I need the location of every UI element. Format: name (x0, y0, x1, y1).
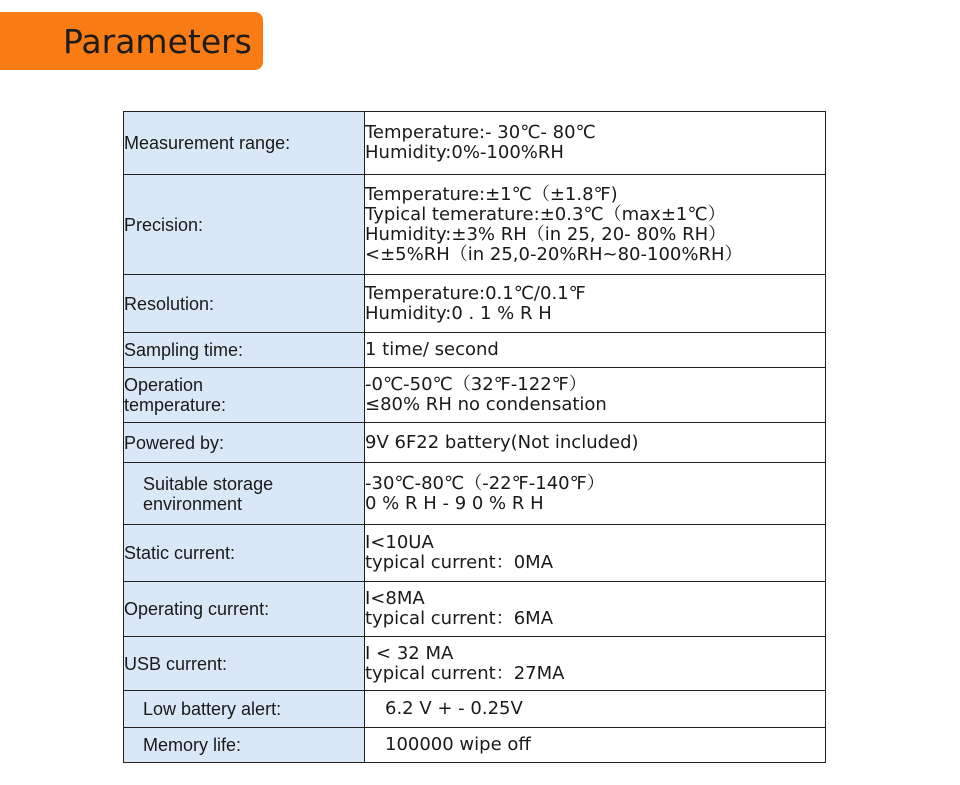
row-label-text: Low battery alert: (143, 699, 282, 719)
page-title: Parameters (63, 22, 252, 61)
row-label (124, 333, 365, 368)
value-line: 100000 wipe off (385, 734, 531, 755)
table-row (124, 525, 826, 582)
row-value (365, 112, 826, 175)
row-value (365, 175, 826, 275)
row-label (124, 463, 365, 525)
table-row (124, 582, 826, 637)
title-banner (0, 12, 263, 70)
row-value (365, 525, 826, 582)
row-label-text: Sampling time: (124, 340, 244, 360)
value-line: I < 32 MA (365, 642, 454, 664)
row-label-text: Memory life: (143, 735, 242, 755)
value-line: 9V 6F22 battery(Not included) (365, 431, 639, 453)
row-value (365, 275, 826, 333)
row-label-text: USB current: (124, 653, 228, 674)
value-line: Temperature:±1℃（±1.8℉) (365, 183, 618, 205)
value-line: Temperature:0.1℃/0.1℉ (365, 282, 586, 304)
row-label-text: Operating current: (124, 599, 270, 619)
value-line: typical current：27MA (365, 662, 565, 684)
row-label-text: Resolution: (124, 293, 215, 314)
row-value (365, 728, 826, 763)
row-label-text: Operation (124, 375, 204, 395)
row-value (365, 463, 826, 525)
row-label (124, 423, 365, 463)
row-label-text: Suitable storage (143, 473, 274, 494)
row-label (124, 728, 365, 763)
value-line: Temperature:- 30℃- 80℃ (365, 122, 596, 143)
table-row (124, 728, 826, 763)
table-row (124, 275, 826, 333)
value-line: typical current：0MA (365, 552, 554, 573)
value-line: 6.2 V + - 0.25V (385, 698, 523, 719)
value-line: I<8MA (365, 588, 425, 609)
table-row (124, 333, 826, 368)
row-value (365, 582, 826, 637)
value-line: typical current：6MA (365, 608, 554, 629)
row-label (124, 275, 365, 333)
table-row (124, 175, 826, 275)
value-line: ≤80% RH no condensation (365, 394, 607, 415)
table-row (124, 112, 826, 175)
value-line: Humidity:0 . 1 % R H (365, 302, 552, 324)
row-label (124, 368, 365, 423)
row-value (365, 368, 826, 423)
row-label (124, 691, 365, 728)
row-value (365, 423, 826, 463)
row-label-text: Measurement range: (124, 133, 291, 153)
row-label (124, 525, 365, 582)
value-line: Humidity:±3% RH（in 25, 20- 80% RH） (365, 223, 727, 245)
row-label-text: Powered by: (124, 432, 225, 453)
value-line: 1 time/ second (365, 339, 499, 360)
row-label (124, 175, 365, 275)
row-label (124, 112, 365, 175)
value-line: -0℃-50℃（32℉-122℉） (365, 374, 587, 395)
value-line: 0 % R H - 9 0 % R H (365, 492, 544, 514)
value-line: -30℃-80℃（-22℉-140℉） (365, 472, 605, 494)
table-row (124, 368, 826, 423)
row-value (365, 333, 826, 368)
row-label (124, 582, 365, 637)
row-value (365, 637, 826, 691)
row-label-text: Static current: (124, 543, 236, 563)
value-line: Typical temerature:±0.3℃（max±1℃） (365, 203, 726, 225)
table-row (124, 423, 826, 463)
value-line: <±5%RH（in 25,0-20%RH~80-100%RH） (365, 243, 743, 265)
value-line: I<10UA (365, 532, 434, 553)
table-row (124, 463, 826, 525)
row-value (365, 691, 826, 728)
row-label-text: temperature: (124, 395, 227, 415)
row-label-text: Precision: (124, 214, 204, 235)
value-line: Humidity:0%-100%RH (365, 142, 564, 163)
row-label (124, 637, 365, 691)
table-row (124, 637, 826, 691)
parameters-table (123, 111, 826, 763)
table-row (124, 691, 826, 728)
row-label-text: environment (143, 493, 243, 514)
